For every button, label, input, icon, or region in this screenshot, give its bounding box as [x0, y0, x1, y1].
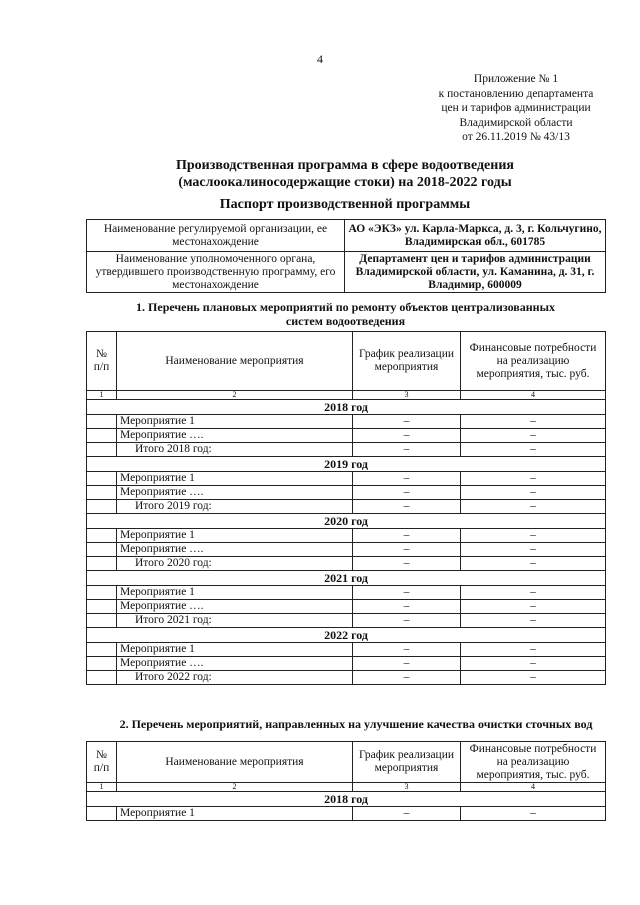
schedule-cell: –: [353, 429, 461, 443]
column-number-row: [87, 783, 606, 792]
header-name: Наименование мероприятия: [117, 332, 353, 391]
appendix-line: цен и тарифов администрации: [441, 102, 591, 114]
column-number: 4: [461, 783, 606, 792]
total-label: Итого 2020 год:: [117, 557, 353, 571]
appendix-line: к постановлению департамента: [438, 87, 594, 100]
title-line: Производственная программа в сфере водоотведения: [176, 158, 514, 173]
header-schedule: График реализации мероприятия: [353, 332, 461, 391]
column-number: 4: [461, 391, 606, 400]
finance-cell: –: [461, 671, 606, 685]
total-row: [87, 671, 606, 685]
table-row: [87, 472, 606, 486]
finance-cell: –: [461, 472, 606, 486]
schedule-cell: –: [353, 472, 461, 486]
passport-table: [86, 219, 606, 293]
year-row: [87, 628, 606, 643]
finance-cell: –: [461, 543, 606, 557]
section-title-line: 1. Перечень плановых мероприятий по ремонту объектов централизованных: [136, 300, 555, 314]
year-row: [87, 400, 606, 415]
year-label: 2019 год: [87, 457, 606, 472]
total-row: [87, 557, 606, 571]
table-row: [87, 415, 606, 429]
schedule-cell: –: [353, 443, 461, 457]
finance-cell: –: [461, 486, 606, 500]
schedule-cell: –: [353, 586, 461, 600]
year-row: [87, 571, 606, 586]
event-name: Мероприятие 1: [117, 415, 353, 429]
table-row: [87, 586, 606, 600]
header-schedule: График реализации мероприятия: [353, 742, 461, 783]
year-row: [87, 514, 606, 529]
table-row: [87, 486, 606, 500]
event-name: Мероприятие 1: [117, 586, 353, 600]
finance-cell: –: [461, 657, 606, 671]
header-name: Наименование мероприятия: [117, 742, 353, 783]
schedule-cell: –: [353, 543, 461, 557]
title-line: (маслоокалиносодержащие стоки) на 2018-2022 годы: [178, 175, 512, 190]
passport-value: Департамент цен и тарифов администрации Владимирской области, ул. Каманина, д. 31, г. Владимир, 600009: [345, 252, 606, 293]
event-name: Мероприятие ….: [117, 657, 353, 671]
total-label: Итого 2018 год:: [117, 443, 353, 457]
page-number: 4: [317, 52, 323, 66]
event-name: Мероприятие ….: [117, 429, 353, 443]
table-row: [87, 657, 606, 671]
event-name: Мероприятие ….: [117, 600, 353, 614]
finance-cell: –: [461, 557, 606, 571]
year-row: [87, 792, 606, 807]
column-number: 1: [87, 783, 117, 792]
passport-label: Наименование регулируемой организации, ее местонахождение: [87, 220, 345, 252]
column-number: 3: [353, 783, 461, 792]
appendix-line: Приложение № 1: [473, 73, 559, 85]
header-num: № п/п: [87, 332, 117, 391]
table-row: [87, 529, 606, 543]
year-label: 2021 год: [87, 571, 606, 586]
header-finance: Финансовые потребности на реализацию мероприятия, тыс. руб.: [461, 332, 606, 391]
table-header-row: [87, 742, 606, 783]
header-finance: Финансовые потребности на реализацию мероприятия, тыс. руб.: [461, 742, 606, 783]
appendix-line: Владимирской области: [459, 116, 573, 129]
column-number: 2: [117, 783, 353, 792]
finance-cell: –: [461, 643, 606, 657]
total-label: Итого 2022 год:: [117, 671, 353, 685]
schedule-cell: –: [353, 600, 461, 614]
column-number-row: [87, 391, 606, 400]
schedule-cell: –: [353, 486, 461, 500]
table-header-row: [87, 332, 606, 391]
year-label: 2018 год: [87, 792, 606, 807]
schedule-cell: –: [353, 557, 461, 571]
appendix-line: от 26.11.2019 № 43/13: [462, 131, 570, 143]
passport-value: АО «ЭКЗ» ул. Карла-Маркса, д. 3, г. Кольчугино, Владимирская обл., 601785: [345, 220, 606, 252]
finance-cell: –: [461, 600, 606, 614]
event-name: Мероприятие 1: [117, 807, 353, 821]
year-label: 2018 год: [87, 400, 606, 415]
schedule-cell: –: [353, 657, 461, 671]
finance-cell: –: [461, 614, 606, 628]
column-number: 2: [117, 391, 353, 400]
table-row: [87, 543, 606, 557]
appendix-block: [400, 72, 632, 145]
passport-title: Паспорт производственной программы: [219, 197, 471, 212]
total-row: [87, 500, 606, 514]
schedule-cell: –: [353, 500, 461, 514]
total-row: [87, 614, 606, 628]
event-name: Мероприятие 1: [117, 643, 353, 657]
event-name: Мероприятие 1: [117, 529, 353, 543]
event-name: Мероприятие ….: [117, 486, 353, 500]
schedule-cell: –: [353, 614, 461, 628]
table-row: [87, 220, 606, 252]
passport-label: Наименование уполномоченного органа, утвердившего производственную программу, его местонахождение: [87, 252, 345, 293]
column-number: 3: [353, 391, 461, 400]
schedule-cell: –: [353, 529, 461, 543]
finance-cell: –: [461, 443, 606, 457]
schedule-cell: –: [353, 415, 461, 429]
schedule-cell: –: [353, 643, 461, 657]
finance-cell: –: [461, 586, 606, 600]
schedule-cell: –: [353, 671, 461, 685]
year-row: [87, 457, 606, 472]
event-name: Мероприятие ….: [117, 543, 353, 557]
table-row: [87, 807, 606, 821]
column-number: 1: [87, 391, 117, 400]
treatment-events-table: [86, 741, 606, 821]
total-row: [87, 443, 606, 457]
year-label: 2020 год: [87, 514, 606, 529]
header-num: № п/п: [87, 742, 117, 783]
year-label: 2022 год: [87, 628, 606, 643]
table-row: [87, 600, 606, 614]
table-row: [87, 429, 606, 443]
schedule-cell: –: [353, 807, 461, 821]
finance-cell: –: [461, 807, 606, 821]
section2-title: 2. Перечень мероприятий, направленных на улучшение качества очистки сточных вод: [119, 717, 593, 731]
table-row: [87, 252, 606, 293]
total-label: Итого 2019 год:: [117, 500, 353, 514]
table-row: [87, 643, 606, 657]
document-title: [60, 157, 630, 191]
finance-cell: –: [461, 415, 606, 429]
section1-title: [86, 300, 605, 328]
event-name: Мероприятие 1: [117, 472, 353, 486]
finance-cell: –: [461, 500, 606, 514]
section-title-line: систем водоотведения: [285, 314, 406, 328]
finance-cell: –: [461, 529, 606, 543]
finance-cell: –: [461, 429, 606, 443]
repair-events-table: [86, 331, 606, 685]
total-label: Итого 2021 год:: [117, 614, 353, 628]
